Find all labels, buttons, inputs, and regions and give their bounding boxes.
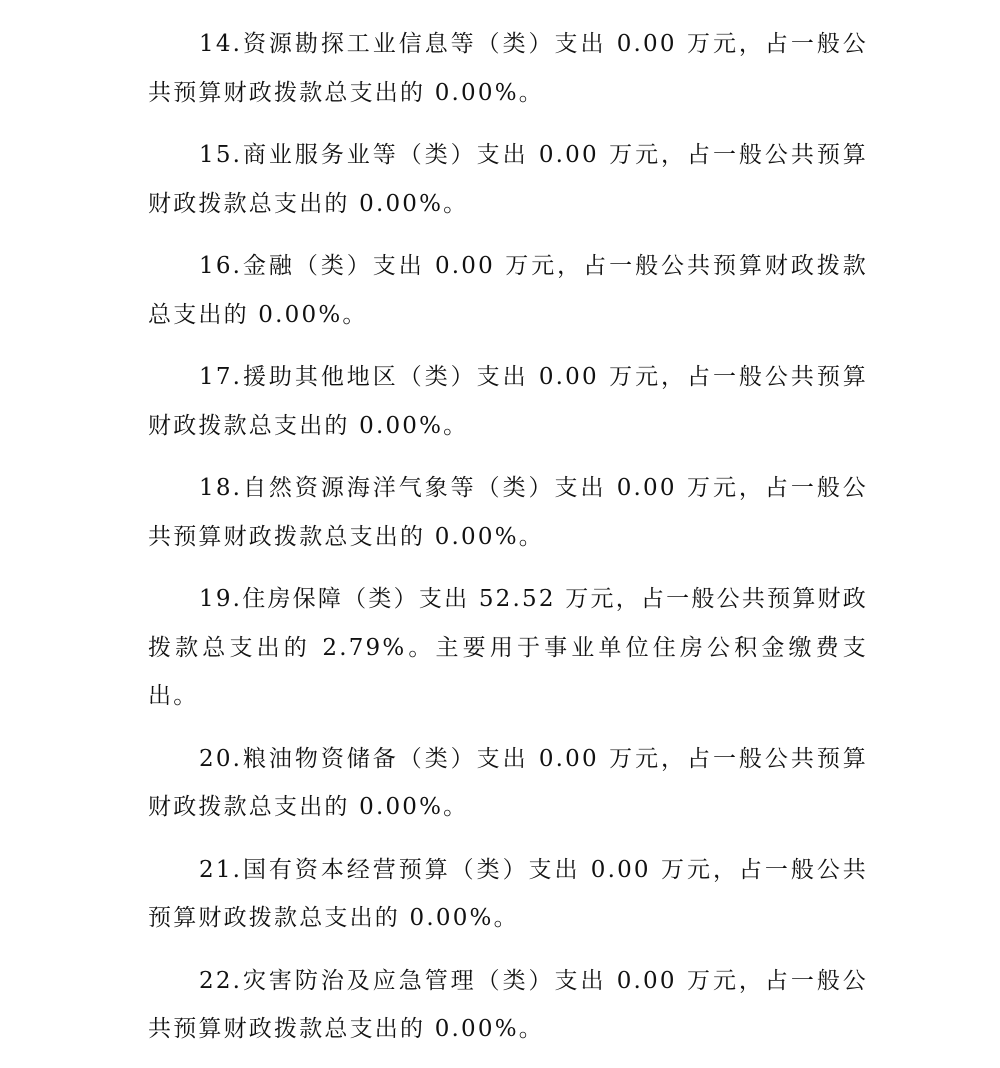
paragraph-21: 21.国有资本经营预算（类）支出 0.00 万元，占一般公共预算财政拨款总支出的 0.00%。 <box>148 856 868 931</box>
paragraph-20: 20.粮油物资储备（类）支出 0.00 万元，占一般公共预算财政拨款总支出的 0.00%。 <box>148 745 868 820</box>
paragraph-17: 17.援助其他地区（类）支出 0.00 万元，占一般公共预算财政拨款总支出的 0.00%。 <box>148 364 868 439</box>
document-page <box>148 20 868 1068</box>
paragraph-16: 16.金融（类）支出 0.00 万元，占一般公共预算财政拨款总支出的 0.00%。 <box>148 253 868 328</box>
paragraph-19: 19.住房保障（类）支出 52.52 万元，占一般公共预算财政拨款总支出的 2.79%。主要用于事业单位住房公积金缴费支出。 <box>148 586 868 709</box>
paragraph-18: 18.自然资源海洋气象等（类）支出 0.00 万元，占一般公共预算财政拨款总支出的 0.00%。 <box>148 475 868 550</box>
paragraph-14: 14.资源勘探工业信息等（类）支出 0.00 万元，占一般公共预算财政拨款总支出的 0.00%。 <box>148 31 868 106</box>
paragraph-22: 22.灾害防治及应急管理（类）支出 0.00 万元，占一般公共预算财政拨款总支出的 0.00%。 <box>148 967 868 1042</box>
paragraph-15: 15.商业服务业等（类）支出 0.00 万元，占一般公共预算财政拨款总支出的 0.00%。 <box>148 142 868 217</box>
